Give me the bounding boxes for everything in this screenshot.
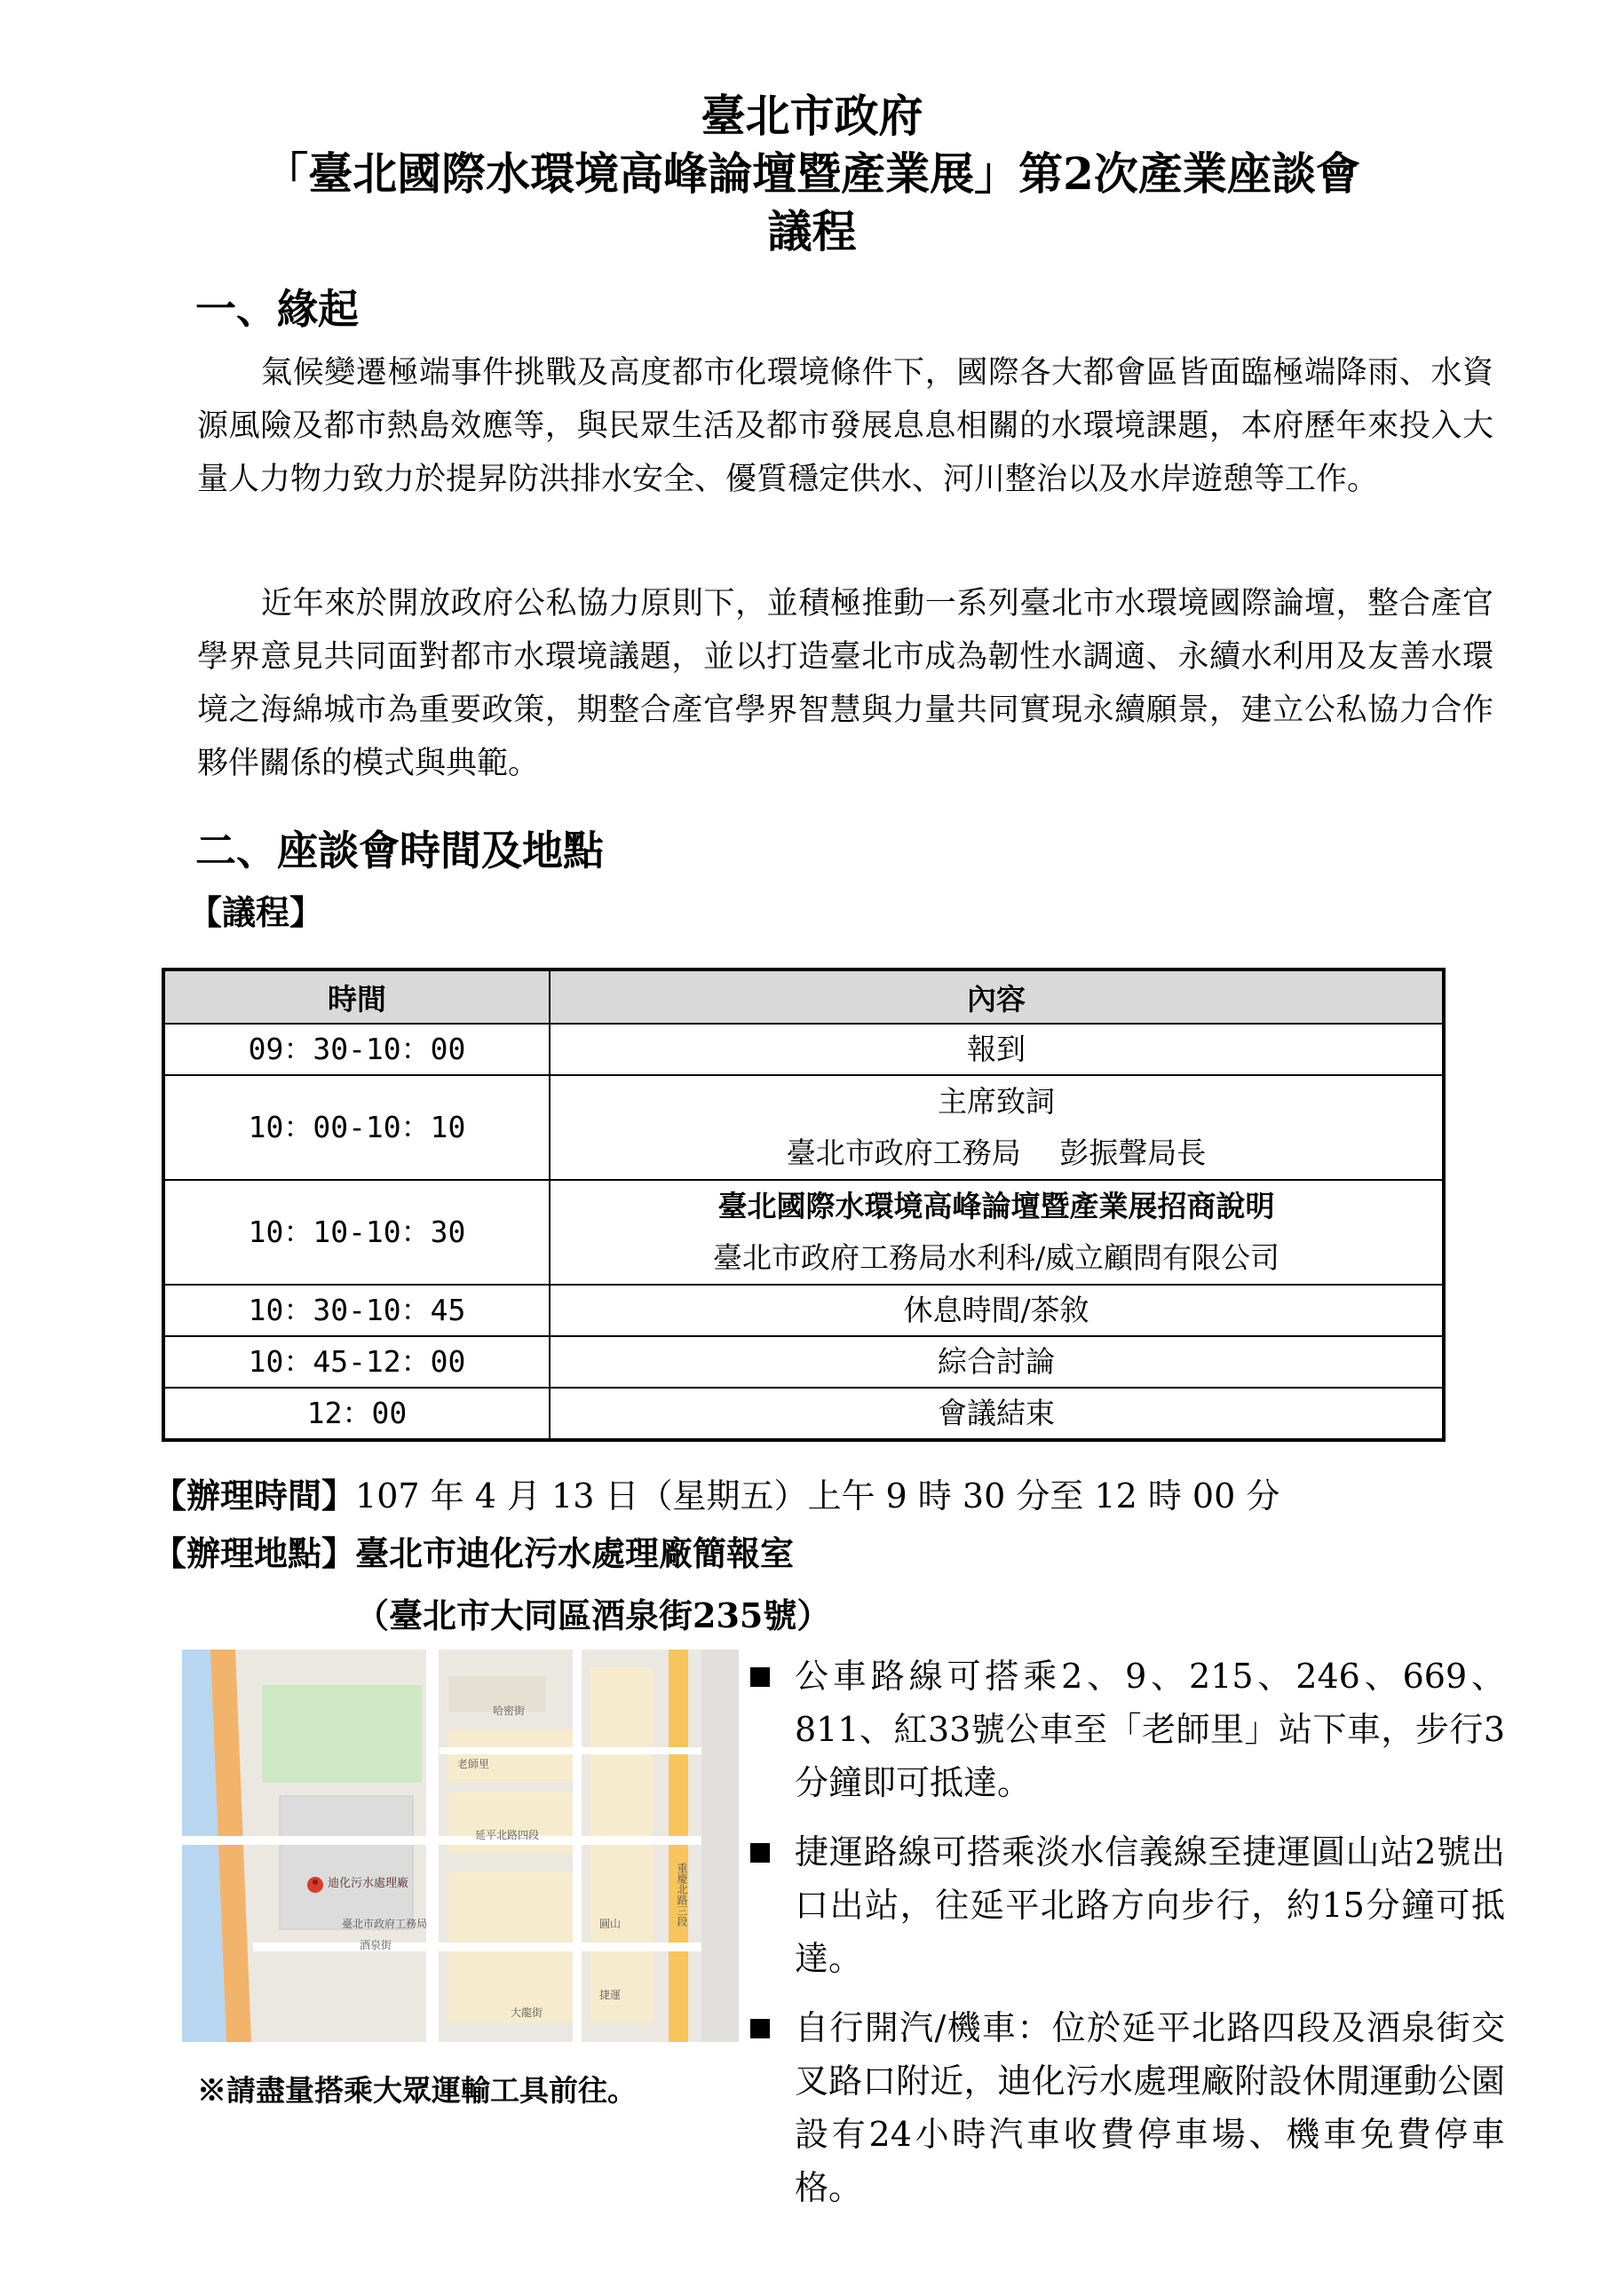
- agenda-content-line: 會議結束: [938, 1396, 1055, 1430]
- event-time-value: 107 年 4 月 13 日（星期五）上午 9 時 30 分至 12 時 00 分: [355, 1476, 1280, 1515]
- agenda-table: [162, 968, 1446, 1442]
- agenda-content: [550, 1180, 1444, 1285]
- agenda-time: 12：00: [163, 1388, 550, 1440]
- agenda-header-row: [163, 969, 1444, 1024]
- bullet-square-icon: [750, 2019, 770, 2038]
- agenda-row: [163, 1180, 1444, 1285]
- doc-title-org: 臺北市政府: [701, 90, 923, 142]
- agenda-content-line: 臺北國際水環境高峰論壇暨產業展招商說明: [717, 1189, 1275, 1223]
- agenda-time: 10：30-10：45: [163, 1285, 550, 1336]
- event-time-label: 【辦理時間】: [153, 1476, 356, 1515]
- agenda-time: 10：10-10：30: [163, 1180, 550, 1285]
- agenda-row: [163, 1388, 1444, 1440]
- agenda-time: 10：45-12：00: [163, 1336, 550, 1388]
- transit-note: ※請盡量搭乘大眾運輸工具前往。: [197, 2073, 637, 2108]
- agenda-row: [163, 1075, 1444, 1180]
- bullet-square-icon: [750, 1667, 770, 1687]
- map-label: 老師里: [457, 1758, 490, 1770]
- transport-item-mrt: [750, 1825, 1505, 1985]
- transport-list: [750, 1650, 1505, 2230]
- location-map: [182, 1650, 739, 2042]
- map-label: 重慶北路三段: [676, 1863, 688, 1927]
- agenda-content-line: 臺北市政府工務局水利科/威立顧問有限公司: [712, 1240, 1280, 1275]
- origin-paragraph-2: 近年來於開放政府公私協力原則下，並積極推動一系列臺北市水環境國際論壇，整合產官學界意見共同面對都市水環境議題，並以打造臺北市成為韌性水調適、永續水利用及友善水環境之海綿城市為重要政策，期整合產官學界智慧與力量共同實現永續願景，建立公私協力合作夥伴關係的模式與典範。: [197, 586, 1493, 781]
- map-label: 大龍街: [511, 2006, 543, 2019]
- agenda-content-line: 臺北市政府工務局 彭振聲局長: [786, 1136, 1207, 1170]
- section-heading-time-place: 二、座談會時間及地點: [195, 827, 604, 874]
- agenda-row: [163, 1285, 1444, 1336]
- event-place-label: 【辦理地點】: [153, 1533, 356, 1573]
- map-label: 捷運: [599, 1989, 622, 2001]
- transport-text: 捷運路線可搭乘淡水信義線至捷運圓山站2號出口出站，往延平北路方向步行，約15分鐘可抵達。: [795, 1832, 1505, 1978]
- doc-title-event: 「臺北國際水環境高峰論壇暨產業展」第2次產業座談會: [264, 147, 1360, 200]
- map-label: 迪化污水處理廠: [328, 1877, 409, 1890]
- agenda-label: 【議程】: [188, 892, 324, 932]
- event-place: [153, 1527, 794, 1580]
- agenda-content: [550, 1024, 1444, 1075]
- map-label: 圓山: [599, 1918, 622, 1930]
- transport-item-car: [750, 2001, 1505, 2214]
- transport-text: 自行開汽/機車：位於延平北路四段及酒泉街交叉路口附近，迪化污水處理廠附設休閒運動公園設有24小時汽車收費停車場、機車免費停車格。: [795, 2008, 1505, 2207]
- bullet-square-icon: [750, 1843, 770, 1863]
- map-label: 延平北路四段: [475, 1829, 540, 1841]
- event-address: （臺北市大同區酒泉街235號）: [355, 1595, 831, 1635]
- map-label: 臺北市政府工務局: [342, 1918, 428, 1930]
- agenda-content: [550, 1075, 1444, 1180]
- agenda-content: [550, 1336, 1444, 1388]
- agenda-time: 09：30-10：00: [163, 1024, 550, 1075]
- doc-title-agenda: 議程: [767, 205, 857, 257]
- transport-item-bus: [750, 1650, 1505, 1809]
- agenda-header-time: 時間: [163, 969, 550, 1024]
- event-time: [153, 1469, 1279, 1523]
- agenda-row: [163, 1024, 1444, 1075]
- origin-paragraph-1: 氣候變遷極端事件挑戰及高度都市化環境條件下，國際各大都會區皆面臨極端降雨、水資源風險及都市熱島效應等，與民眾生活及都市發展息息相關的水環境課題，本府歷年來投入大量人力物力致力於提昇防洪排水安全、優質穩定供水、河川整治以及水岸遊憩等工作。: [197, 355, 1493, 497]
- event-place-value: 臺北市迪化污水處理廠簡報室: [355, 1533, 795, 1573]
- agenda-content-line: 報到: [967, 1032, 1026, 1066]
- section-heading-origin: 一、緣起: [195, 285, 359, 333]
- map-label: 哈密街: [493, 1705, 526, 1717]
- map-graphic: [182, 1650, 739, 2042]
- agenda-row: [163, 1336, 1444, 1388]
- agenda-content-line: 主席致詞: [938, 1084, 1055, 1119]
- agenda-header-content: 內容: [550, 969, 1444, 1024]
- agenda-content: [550, 1285, 1444, 1336]
- agenda-time: 10：00-10：10: [163, 1075, 550, 1180]
- map-label: 酒泉街: [360, 1939, 392, 1951]
- agenda-content: [550, 1388, 1444, 1440]
- transport-text: 公車路線可搭乘2、9、215、246、669、811、紅33號公車至「老師里」站下車，步行3分鐘即可抵達。: [795, 1657, 1505, 1802]
- agenda-content-line: 綜合討論: [938, 1344, 1055, 1379]
- agenda-content-line: 休息時間/茶敘: [903, 1293, 1089, 1327]
